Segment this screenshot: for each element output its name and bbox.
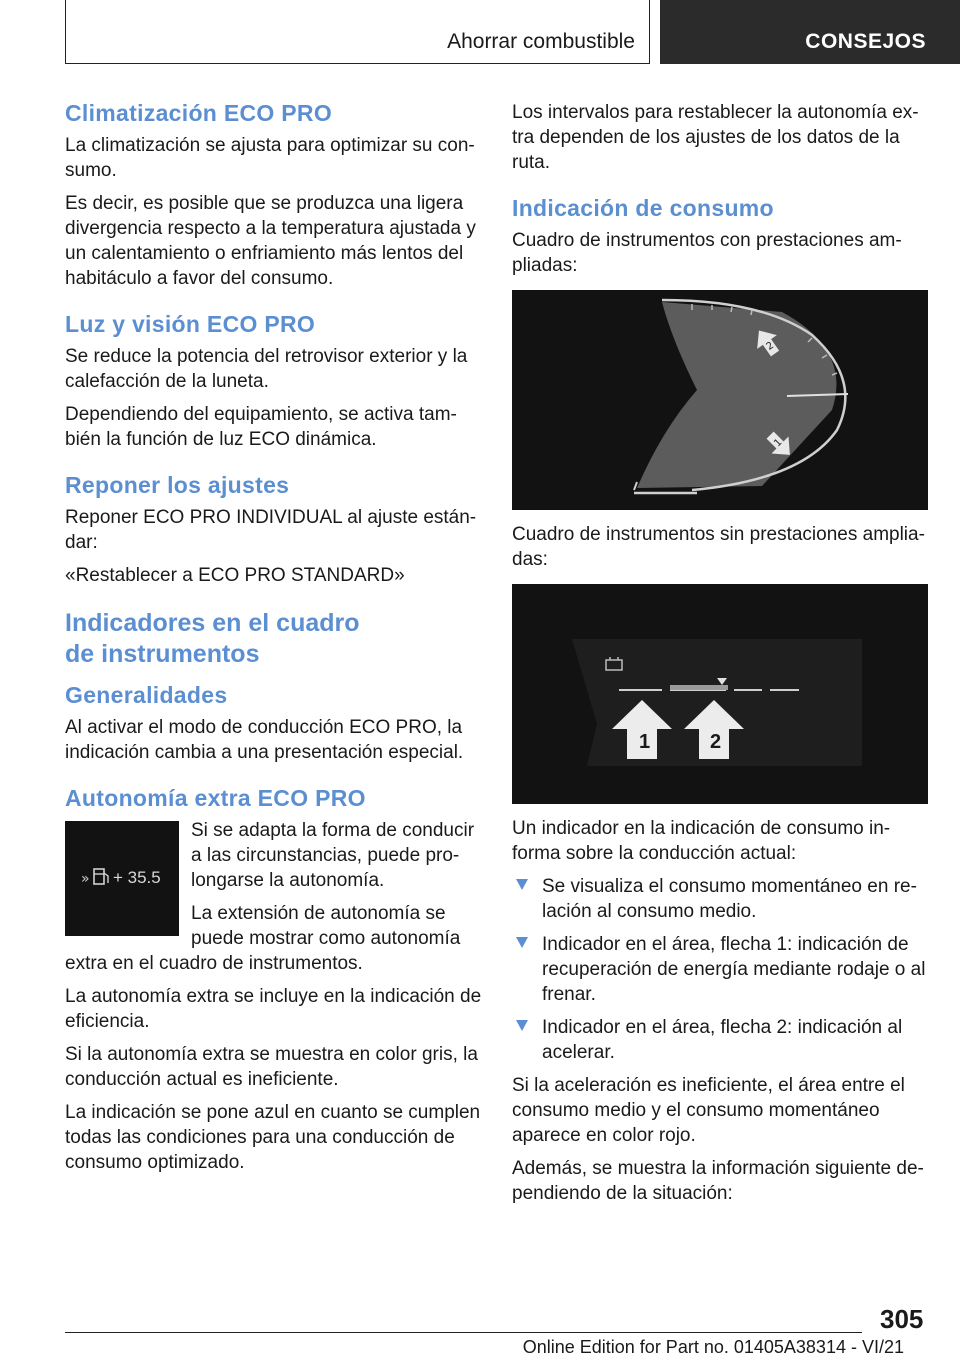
page-number: 305	[880, 1304, 924, 1334]
footer-edition: Online Edition for Part no. 01405A38314 - VI/21	[522, 1337, 904, 1357]
paragraph: Además, se muestra la información siguiente de-pendiendo de la situación:	[512, 1158, 924, 1204]
section-title-climatizacion: Climatización ECO PRO	[65, 100, 333, 126]
section-title-luz-vision: Luz y visión ECO PRO	[65, 311, 316, 337]
list-item: Se visualiza el consumo momentáneo en re-lación al consumo medio.	[512, 874, 932, 924]
paragraph: Si se adapta la forma de conducir a las circunstancias, puede pro-longarse la autonomía.	[191, 820, 475, 891]
paragraph: La indicación se pone azul en cuanto se cumplen todas las condiciones para una conducción de consumo optimizado.	[65, 1102, 481, 1173]
left-column	[65, 100, 482, 1183]
paragraph: La autonomía extra se incluye en la indicación de eficiencia.	[65, 986, 482, 1032]
bullet-triangle-icon	[516, 937, 528, 948]
chapter-heading-line2: de instrumentos	[65, 640, 260, 668]
svg-text:1: 1	[772, 436, 785, 450]
consumption-bar-icon	[512, 584, 928, 804]
header-chapter-tab	[660, 0, 960, 64]
footer-divider	[65, 1332, 862, 1333]
extra-range-display-image	[65, 821, 179, 936]
paragraph: Dependiendo del equipamiento, se activa tam-bién la función de luz ECO dinámica.	[65, 404, 457, 450]
list-item: Indicador en el área, flecha 2: indicación al acelerar.	[512, 1015, 932, 1065]
paragraph: Cuadro de instrumentos sin prestaciones amplia-das:	[512, 524, 925, 570]
paragraph: Es decir, es posible que se produzca una ligera divergencia respecto a la temperatura ajustada y un calentamiento o enfriamiento más lentos del habitáculo a favor del consumo.	[65, 193, 476, 289]
paragraph: Un indicador en la indicación de consumo in-forma sobre la conducción actual:	[512, 818, 891, 864]
paragraph: Si la aceleración es ineficiente, el área entre el consumo medio y el consumo momentáneo aparece en color rojo.	[512, 1075, 905, 1146]
paragraph: Reponer ECO PRO INDIVIDUAL al ajuste están-dar:	[65, 507, 477, 553]
list-item: Indicador en el área, flecha 1: indicación de recuperación de energía mediante rodaje o al frenar.	[512, 932, 932, 1007]
paragraph: Al activar el modo de conducción ECO PRO, la indicación cambia a una presentación especial.	[65, 717, 464, 763]
extra-range-value: + 35.5	[113, 868, 161, 887]
instrument-cluster-extended-image	[512, 290, 928, 510]
right-column	[512, 100, 932, 1214]
svg-text:1: 1	[639, 731, 651, 753]
section-title-indicacion-consumo: Indicación de consumo	[512, 195, 774, 221]
paragraph: Cuadro de instrumentos con prestaciones am-pliadas:	[512, 230, 902, 276]
header-section-tab	[65, 0, 650, 64]
section-title-autonomia: Autonomía extra ECO PRO	[65, 785, 366, 811]
section-title-reponer: Reponer los ajustes	[65, 472, 290, 498]
paragraph: La extensión de autonomía se puede mostrar como autonomía extra en el cuadro de instrumentos.	[65, 903, 461, 974]
instrument-cluster-basic-image	[512, 584, 928, 804]
svg-text:2: 2	[710, 731, 722, 753]
consumption-gauge-icon	[512, 290, 928, 510]
section-title-generalidades: Generalidades	[65, 682, 228, 708]
bullet-triangle-icon	[516, 1020, 528, 1031]
autonomia-block	[65, 818, 482, 984]
fuel-pump-icon	[65, 821, 179, 936]
svg-text:2: 2	[764, 340, 777, 353]
header-section-title: Ahorrar combustible	[447, 30, 635, 53]
paragraph: Se reduce la potencia del retrovisor exterior y la calefacción de la luneta.	[65, 346, 468, 392]
paragraph: «Restablecer a ECO PRO STANDARD»	[65, 565, 405, 586]
chapter-heading	[65, 608, 482, 670]
bullet-triangle-icon	[516, 879, 528, 890]
paragraph: Los intervalos para restablecer la autonomía ex-tra dependen de los ajustes de los datos de la ruta.	[512, 102, 919, 173]
paragraph: Si la autonomía extra se muestra en color gris, la conducción actual es ineficiente.	[65, 1044, 478, 1090]
chapter-heading-line1: Indicadores en el cuadro	[65, 609, 360, 637]
svg-text:»: »	[81, 871, 90, 887]
paragraph: La climatización se ajusta para optimizar su con-sumo.	[65, 135, 475, 181]
header-chapter-title: CONSEJOS	[805, 30, 926, 53]
